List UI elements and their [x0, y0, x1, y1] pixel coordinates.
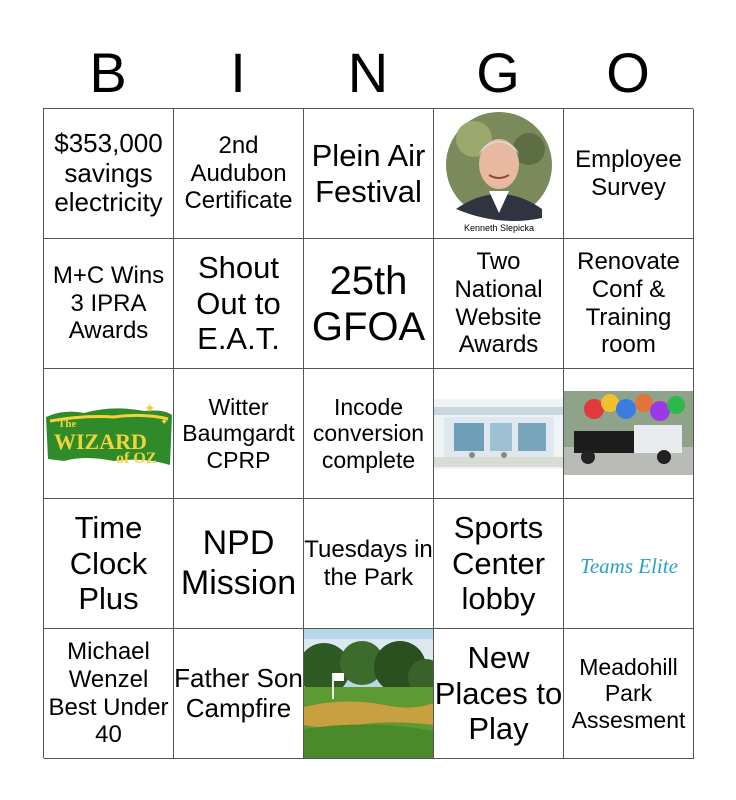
bingo-cell[interactable] [174, 109, 304, 239]
header-letter-b: B [89, 41, 127, 104]
cell-text: New Places to Play [434, 640, 563, 747]
sparkle-icon: ✦ [144, 400, 156, 416]
bingo-cell[interactable] [434, 499, 564, 629]
bingo-cell[interactable] [304, 629, 434, 759]
cell-text: NPD Mission [180, 524, 297, 602]
header-letter-i: I [230, 41, 246, 104]
header-letter-o: O [606, 41, 650, 104]
bingo-cell[interactable] [564, 499, 694, 629]
logo-text: Teams Elite [580, 554, 678, 578]
bingo-cell[interactable] [304, 369, 434, 499]
cell-text: Plein Air Festival [311, 137, 426, 209]
portrait-caption: Kenneth Slepicka [463, 223, 535, 233]
cell-text: 2nd Audubon Certificate [184, 132, 293, 215]
wizard-of-oz-logo-image [44, 369, 174, 499]
cell-text: Father Son Campfire [174, 662, 303, 723]
bingo-cell[interactable] [434, 369, 564, 499]
bingo-cell[interactable] [44, 369, 174, 499]
portrait-image [434, 109, 564, 239]
bingo-cell[interactable] [434, 629, 564, 759]
bingo-cell[interactable] [44, 629, 174, 759]
building-rendering-image [434, 369, 564, 499]
logo-text: WIZARD [54, 429, 147, 454]
header-letter-g: G [476, 41, 520, 104]
bingo-cell[interactable] [44, 239, 174, 369]
bingo-cell[interactable] [304, 109, 434, 239]
cell-text: M+C Wins 3 IPRA Awards [52, 262, 165, 345]
bingo-cell[interactable] [44, 499, 174, 629]
bingo-cell[interactable] [174, 239, 304, 369]
cell-text: Sports Center lobby [451, 510, 546, 617]
cell-text: Two National Website Awards [454, 248, 543, 359]
teams-elite-logo-image [564, 499, 694, 629]
parade-truck-image [564, 369, 694, 499]
bingo-cell[interactable] [174, 499, 304, 629]
sparkle-icon: ✦ [160, 417, 169, 428]
bingo-cell[interactable] [304, 499, 434, 629]
cell-text: Employee Survey [575, 145, 682, 201]
bingo-header [43, 38, 693, 108]
bingo-cell[interactable] [434, 109, 564, 239]
cell-text: Shout Out to E.A.T. [196, 250, 281, 357]
bingo-cell[interactable] [174, 629, 304, 759]
logo-text: of OZ [116, 450, 157, 467]
cell-text: Michael Wenzel Best Under 40 [48, 638, 169, 749]
cell-text: Meadohill Park Assesment [571, 653, 686, 733]
bingo-cell[interactable] [564, 629, 694, 759]
bingo-cell[interactable] [174, 369, 304, 499]
bingo-cell[interactable] [564, 239, 694, 369]
bingo-board [43, 108, 693, 758]
bingo-cell[interactable] [434, 239, 564, 369]
golf-course-image [304, 629, 434, 759]
bingo-cell[interactable] [564, 109, 694, 239]
bingo-cell[interactable] [44, 109, 174, 239]
cell-text: Renovate Conf & Training room [577, 248, 680, 359]
bingo-cell[interactable] [564, 369, 694, 499]
cell-text: $353,000 savings electricity [54, 127, 163, 218]
cell-text: Tuesdays in the Park [304, 535, 433, 591]
cell-text: 25th GFOA [311, 258, 426, 349]
cell-text: Witter Baumgardt CPRP [182, 393, 295, 473]
bingo-cell[interactable] [304, 239, 434, 369]
logo-text: The [58, 418, 77, 430]
header-letter-n: N [347, 41, 389, 104]
cell-text: Incode conversion complete [312, 393, 425, 473]
cell-text: Time Clock Plus [69, 510, 148, 617]
